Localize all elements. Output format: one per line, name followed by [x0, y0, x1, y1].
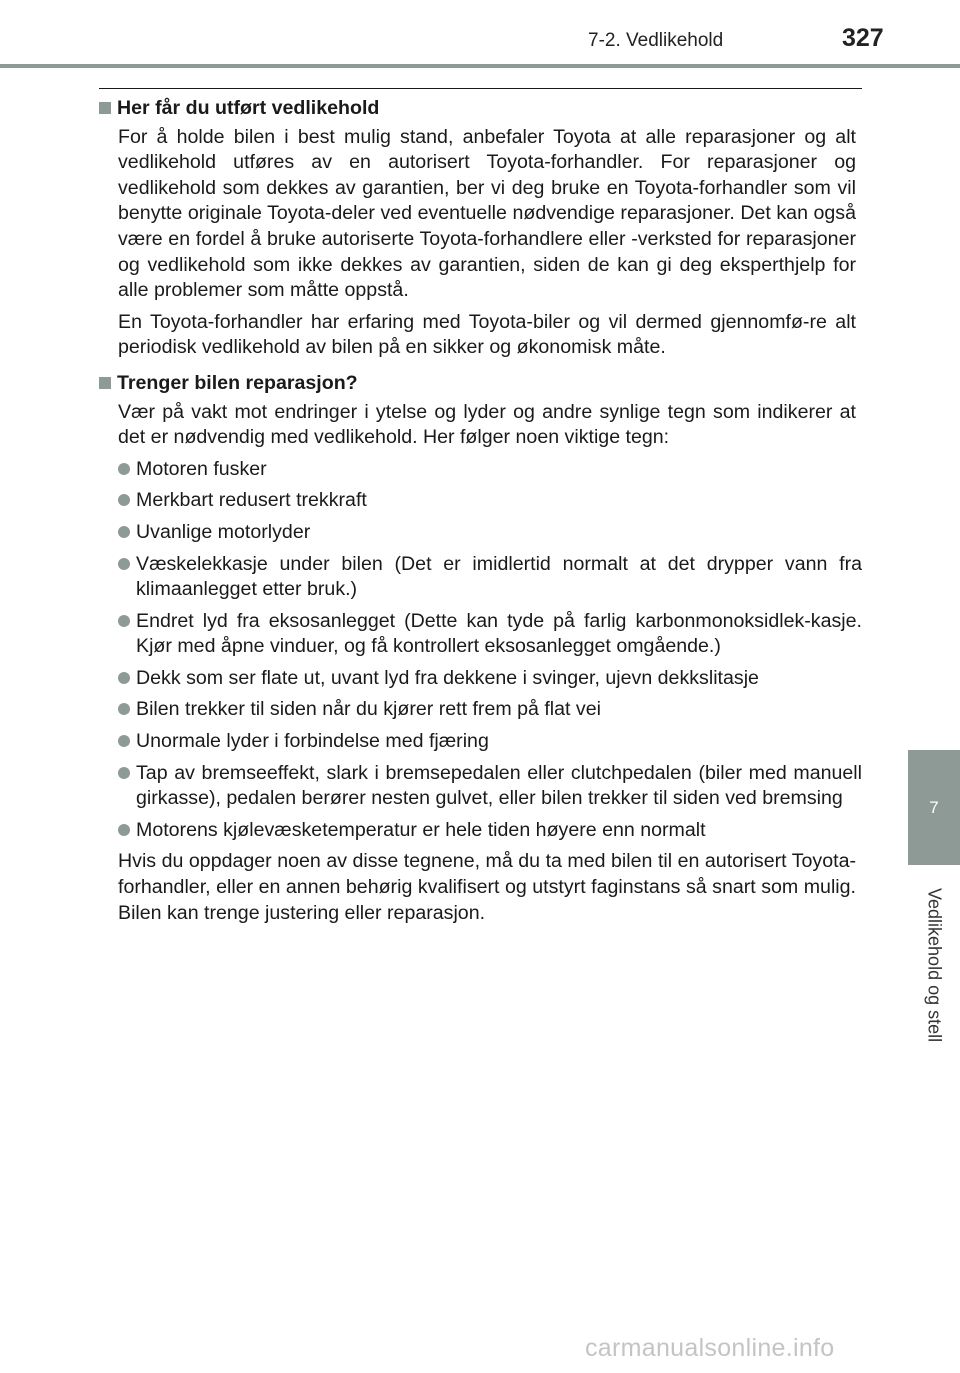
list-item-text: Tap av bremseeffekt, slark i bremsepedalen eller clutchpedalen (biler med manuell girkasse), pedalen berører nesten gulvet, eller bilen trekker til siden ved bremsing: [136, 761, 862, 810]
page-number: 327: [842, 24, 884, 52]
circle-bullet-icon: [118, 824, 130, 836]
circle-bullet-icon: [118, 558, 130, 570]
watermark-link[interactable]: carmanualsonline.info: [585, 1334, 835, 1362]
closing-paragraph: Hvis du oppdager noen av disse tegnene, må du ta med bilen til en autorisert Toyota-forhandler, eller en annen behørig kvalifisert og utstyrt faginstans så snart som mulig. Bilen kan trenge justering eller reparasjon.: [118, 850, 856, 924]
chapter-tab-title: Vedlikehold og stell: [924, 888, 945, 1043]
list-item: [118, 552, 862, 603]
content-top-divider: [99, 88, 862, 89]
body-paragraph: Vær på vakt mot endringer i ytelse og lyder og andre synlige tegn som indikerer at det er nødvendig med vedlikehold. Her følger noen viktige tegn:: [118, 400, 856, 449]
list-item: [118, 697, 862, 723]
circle-bullet-icon: [118, 615, 130, 627]
list-item: [118, 457, 862, 483]
chapter-tab-number: 7: [908, 750, 960, 865]
list-item: [118, 761, 862, 812]
list-item: [118, 609, 862, 660]
page-header-section: 7-2. Vedlikehold: [588, 30, 724, 51]
list-item-text: Motorens kjølevæsketemperatur er hele tiden høyere enn normalt: [136, 818, 706, 841]
section-heading: [99, 371, 862, 397]
list-item: [118, 488, 862, 514]
circle-bullet-icon: [118, 703, 130, 715]
page-content: [99, 96, 862, 926]
circle-bullet-icon: [118, 463, 130, 475]
list-item-text: Unormale lyder i forbindelse med fjæring: [136, 730, 489, 753]
list-item-text: Dekk som ser flate ut, uvant lyd fra dekkene i svinger, ujevn dekkslitasje: [136, 666, 759, 689]
list-item-text: Endret lyd fra eksosanlegget (Dette kan tyde på farlig karbonmonoksidlek-kasje. Kjør med åpne vinduer, og få kontrollert eksosanlegget omgående.): [136, 609, 862, 658]
list-item-text: Motoren fusker: [136, 457, 267, 480]
section-heading: [99, 96, 862, 122]
circle-bullet-icon: [118, 767, 130, 779]
square-bullet-icon: [99, 102, 111, 114]
list-item-text: Bilen trekker til siden når du kjører rett frem på flat vei: [136, 698, 601, 721]
body-paragraph: For å holde bilen i best mulig stand, anbefaler Toyota at alle reparasjoner og alt vedlikehold utføres av en autorisert Toyota-forhandler. For reparasjoner og vedlikehold som dekkes av garantien, ber vi deg bruke en Toyota-forhandler som vil benytte originale Toyota-deler ved eventuelle nødvendige reparasjoner. Det kan også være en fordel å bruke autoriserte Toyota-forhandlere eller -verksted for reparasjoner og vedlikehold som ikke dekkes av garantien, siden de kan gi deg eksperthjelp for alle problemer som måtte oppstå.: [118, 125, 856, 302]
circle-bullet-icon: [118, 672, 130, 684]
header-rule: [0, 64, 960, 68]
section-heading-text: Trenger bilen reparasjon?: [117, 371, 358, 394]
list-item-text: Uvanlige motorlyder: [136, 520, 311, 543]
section-heading-text: Her får du utført vedlikehold: [117, 97, 380, 119]
list-item: [118, 666, 862, 692]
warning-sign-list: [99, 457, 862, 844]
list-item: [118, 818, 862, 844]
circle-bullet-icon: [118, 735, 130, 747]
list-item-text: Merkbart redusert trekkraft: [136, 489, 367, 512]
body-paragraph: En Toyota-forhandler har erfaring med Toyota-biler og vil dermed gjennomfø-re alt periodisk vedlikehold av bilen på en sikker og økonomisk måte.: [118, 310, 856, 359]
list-item: [118, 520, 862, 546]
square-bullet-icon: [99, 377, 111, 389]
circle-bullet-icon: [118, 526, 130, 538]
list-item: [118, 729, 862, 755]
circle-bullet-icon: [118, 494, 130, 506]
chapter-tab-label: [908, 873, 960, 1058]
list-item-text: Væskelekkasje under bilen (Det er imidlertid normalt at det drypper vann fra klimaanlegget etter bruk.): [136, 552, 862, 601]
